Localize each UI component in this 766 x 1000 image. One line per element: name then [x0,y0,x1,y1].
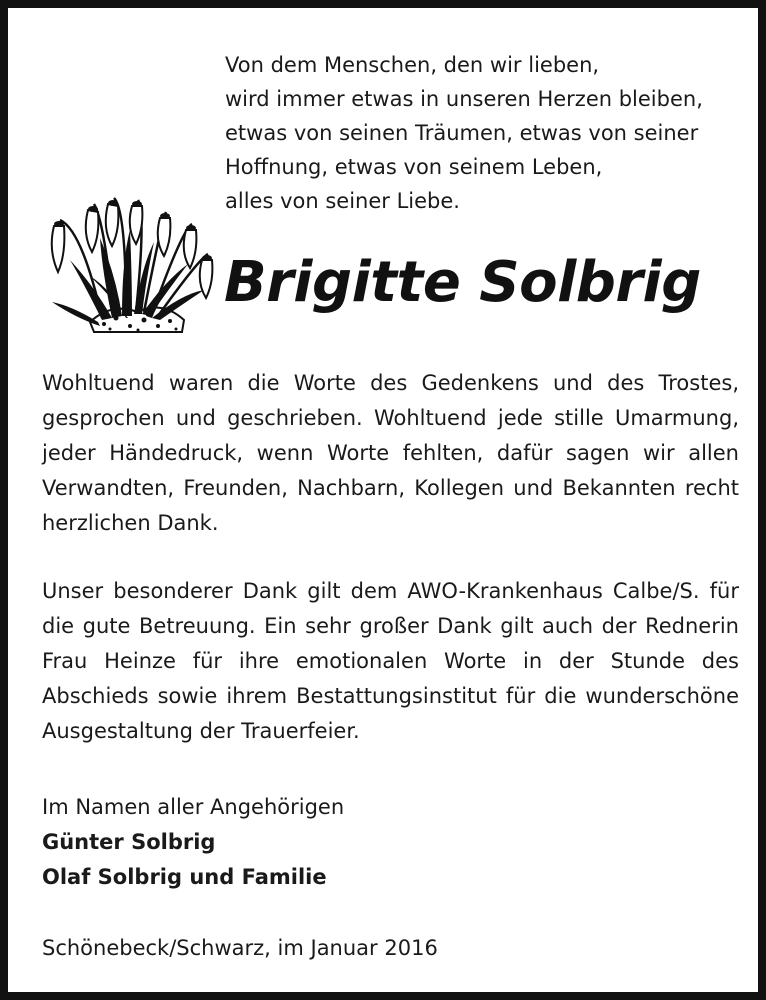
thanks-paragraph-2: Unser besonderer Dank gilt dem AWO-Krankenhaus Calbe/S. für die gute Betreuung. Ein sehr großer Dank gilt auch der Rednerin Frau Heinze für ihre emotionalen Worte in der Stunde des Abschieds sowie ihrem Bestattungsinstitut für die wunderschöne Ausgestaltung der Trauerfeier. [42,579,739,743]
poem-line: Hoffnung, etwas von seinem Leben, [225,155,603,179]
poem [225,48,755,218]
signature-name: Olaf Solbrig und Familie [42,865,327,889]
poem-line: alles von seiner Liebe. [225,189,460,213]
poem-line: Von dem Menschen, den wir lieben, [225,53,600,77]
place-date: Schönebeck/Schwarz, im Januar 2016 [42,936,438,960]
poem-line: etwas von seinen Träumen, etwas von seiner [225,121,699,145]
signature-name: Günter Solbrig [42,830,216,854]
snowdrop-flowers-icon [42,190,214,336]
poem-line: wird immer etwas in unseren Herzen bleiben, [225,87,703,111]
signature-intro: Im Namen aller Angehörigen [42,795,345,819]
deceased-name: Brigitte Solbrig [224,250,701,315]
thanks-paragraph-1: Wohltuend waren die Worte des Gedenkens und des Trostes, gesprochen und geschrieben. Wohltuend jede stille Umarmung, jeder Händedruck, wenn Worte fehlten, dafür sagen wir allen Verwandten, Freunden, Nachbarn, Kollegen und Bekannten recht herzlichen Dank. [42,371,739,535]
signature-block [42,790,344,895]
